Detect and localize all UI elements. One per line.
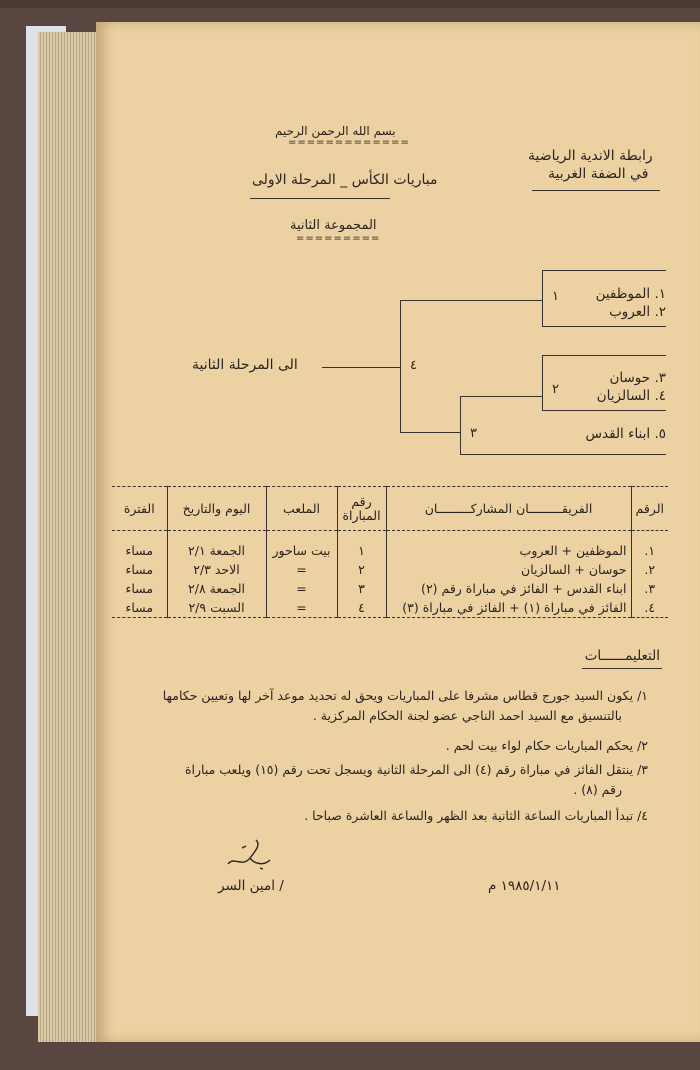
row-num: ٣. <box>631 579 668 598</box>
row-date: الجمعة ٢/٨ <box>167 579 266 598</box>
match-label-3: ٣ <box>470 426 477 441</box>
row-period: مساء <box>125 600 154 615</box>
org-name-line2: في الضفة الغربية <box>548 166 649 182</box>
instructions-title: التعليمــــــات <box>584 648 660 664</box>
match-label-1: ١ <box>552 289 559 304</box>
header-teams: الفريقـــــــــان المشاركـــــــــان <box>386 487 631 531</box>
row-match: ٣ <box>337 579 386 598</box>
row-venue: = <box>266 598 337 618</box>
instruction-4: ٤/ تبدأ المباريات الساعة الثانية بعد الظهر والساعة العاشرة صباحا . <box>304 808 648 823</box>
title-underline <box>250 198 390 199</box>
table-row <box>112 560 668 579</box>
header-date: اليوم والتاريخ <box>167 487 266 531</box>
bracket-line <box>460 396 542 397</box>
bracket-line <box>400 300 401 433</box>
header-match-no: رقم المباراة <box>337 487 386 531</box>
row-date: السبت ٢/٩ <box>167 598 266 618</box>
row-period: مساء <box>125 562 154 577</box>
bracket-line <box>542 355 543 411</box>
instruction-num: ٢/ <box>637 738 648 753</box>
bracket-line <box>542 270 666 271</box>
match-label-4: ٤ <box>410 358 417 373</box>
org-name-line1: رابطة الاندية الرياضية <box>528 148 653 164</box>
basmala-underline: ============= <box>288 137 410 148</box>
row-match: ٢ <box>337 560 386 579</box>
bracket-team-5: ٥. ابناء القدس <box>585 426 666 442</box>
instruction-2: ٢/ يحكم المباريات حكام لواء بيت لحم . <box>445 738 648 753</box>
table-row <box>112 579 668 598</box>
bracket-team-3: ٣. حوسان <box>609 370 666 386</box>
bracket-team-1: ١. الموظفين <box>595 286 666 302</box>
header-num: الرقم <box>631 487 668 531</box>
document-date: ١٩٨٥/١/١١ م <box>488 878 561 894</box>
row-date: الجمعة ٢/١ <box>167 531 266 561</box>
table-footer-rule <box>112 618 668 623</box>
org-underline <box>532 190 660 191</box>
instruction-3: ٣/ ينتقل الفائز في مباراة رقم (٤) الى المرحلة الثانية ويسجل تحت رقم (١٥) ويلعب مباراة رقم (٨) . <box>184 762 648 797</box>
handwritten-signature <box>220 834 276 874</box>
bracket-line <box>460 396 461 454</box>
matches-table <box>112 486 668 622</box>
row-venue: = <box>266 560 337 579</box>
bracket-line <box>542 326 666 327</box>
bracket-line <box>542 355 666 356</box>
row-num: ١. <box>631 531 668 561</box>
bracket-line <box>460 454 666 455</box>
row-venue: بيت ساحور <box>266 531 337 561</box>
instruction-num: ١/ <box>637 688 648 703</box>
header-venue: الملعب <box>266 487 337 531</box>
group-heading: المجموعة الثانية <box>290 218 377 233</box>
bracket-line <box>400 300 542 301</box>
next-stage-label: الى المرحلة الثانية <box>192 357 298 373</box>
row-period: مساء <box>125 581 154 596</box>
row-venue: = <box>266 579 337 598</box>
row-match: ٤ <box>337 598 386 618</box>
instruction-1: ١/ يكون السيد جورج قطاس مشرفا على المباريات ويحق له تحديد موعد آخر لها وتعيين حكامها بالتنسيق مع السيد احمد الناجي عضو لجنة الحكام المركزية . <box>162 688 648 723</box>
bracket-team-2: ٢. العروب <box>609 304 666 320</box>
bracket-line <box>400 432 460 433</box>
table-header-row <box>112 487 668 531</box>
bracket-line <box>542 270 543 327</box>
instruction-num: ٣/ <box>637 762 648 777</box>
row-date: الاحد ٢/٣ <box>167 560 266 579</box>
row-num: ٤. <box>631 598 668 618</box>
row-teams: الفائز في مباراة (١) + الفائز في مباراة (٣) <box>386 598 631 618</box>
instruction-num: ٤/ <box>637 808 648 823</box>
table-row <box>112 598 668 618</box>
row-match: ١ <box>337 531 386 561</box>
row-teams: ابناء القدس + الفائز في مباراة رقم (٢) <box>386 579 631 598</box>
table-row <box>112 531 668 561</box>
bracket-team-4: ٤. السالزيان <box>596 388 666 404</box>
group-underline: ========= <box>296 233 381 244</box>
row-teams: الموظفين + العروب <box>386 531 631 561</box>
bracket-line <box>322 367 400 368</box>
row-num: ٢. <box>631 560 668 579</box>
row-teams: حوسان + السالزيان <box>386 560 631 579</box>
bracket-line <box>542 410 666 411</box>
match-label-2: ٢ <box>552 382 559 397</box>
document-title: مباريات الكأس _ المرحلة الاولى <box>252 172 438 188</box>
row-period: مساء <box>125 543 154 558</box>
header-period: الفترة <box>123 501 155 516</box>
instructions-underline <box>582 668 662 669</box>
signer-title: / امين السر <box>218 878 284 894</box>
basmala: بسم الله الرحمن الرحيم <box>275 124 396 138</box>
